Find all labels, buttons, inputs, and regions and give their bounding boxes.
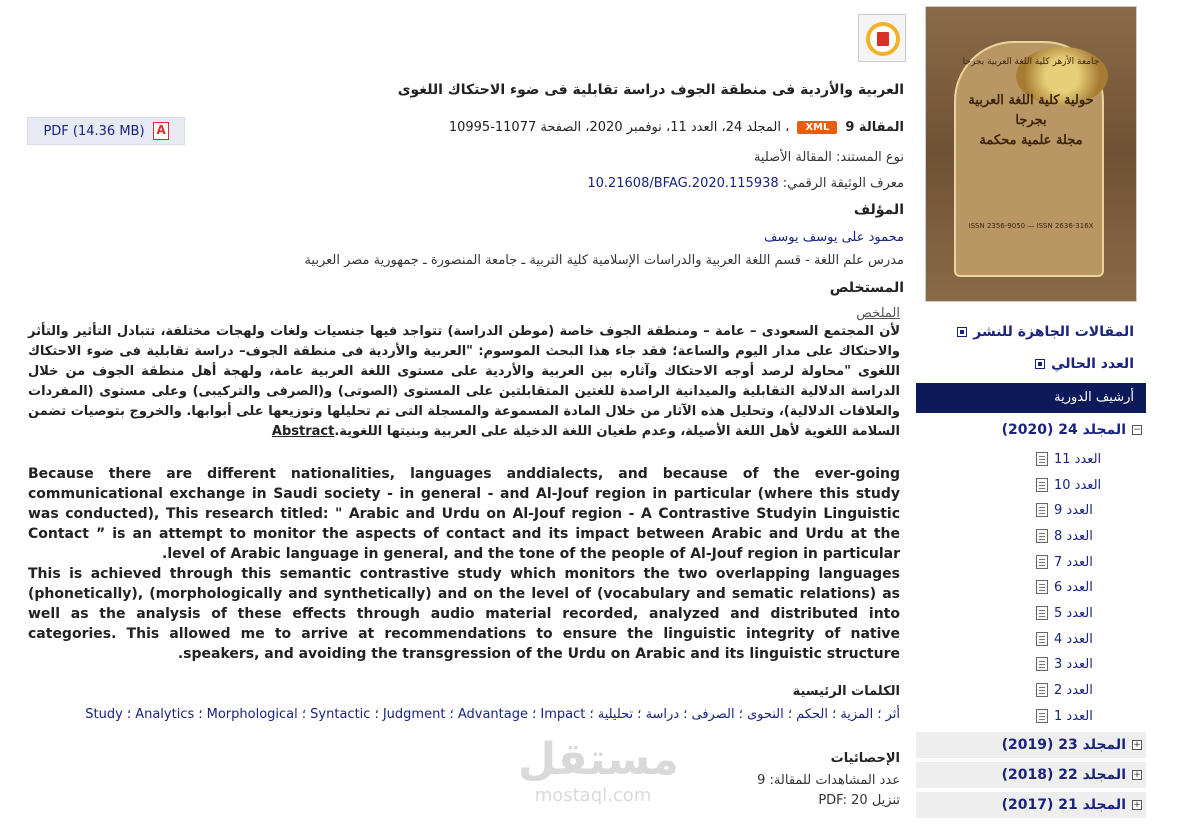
issue-label: العدد 6 (1054, 579, 1093, 595)
document-icon (1036, 683, 1048, 697)
journal-logo-icon[interactable] (858, 14, 906, 62)
document-type: نوع المستند: المقالة الأصلية (753, 150, 904, 165)
issue-link-11[interactable] (1036, 448, 1122, 470)
author-heading: المؤلف (853, 202, 904, 218)
cover-title (956, 91, 1106, 151)
issue-label: العدد 8 (1054, 528, 1093, 544)
ready-articles-link[interactable] (957, 324, 1134, 340)
issue-link-5[interactable] (1036, 602, 1122, 624)
document-icon (1036, 529, 1048, 543)
collapse-icon: − (1133, 425, 1141, 435)
document-icon (1036, 657, 1048, 671)
abstract-ar-label: الملخص (856, 306, 900, 321)
pdf-button-label: PDF (14.36 MB) (43, 123, 145, 139)
cover-frame (954, 41, 1104, 277)
issue-link-2[interactable] (1036, 679, 1122, 701)
document-icon (1036, 478, 1048, 492)
issue-label: العدد 7 (1054, 554, 1093, 570)
author-affiliation: مدرس علم اللغة - قسم اللغة العربية والدراسات الإسلامية كلية التربية ـ جامعة المنصورة ـ جمهورية مصر العربية (304, 253, 904, 268)
issue-label: العدد 5 (1054, 605, 1093, 621)
issue-label: العدد 1 (1054, 708, 1093, 724)
current-issue-label: العدد الحالي (1051, 356, 1134, 372)
document-icon (1036, 452, 1048, 466)
list-icon (1035, 359, 1045, 369)
cover-title-line-2: مجلة علمية محكمة (979, 133, 1083, 148)
cover-title-line-1: حولية كلية اللغة العربية بجرجا (968, 93, 1094, 128)
abstract-english (28, 464, 900, 664)
pdf-download-button[interactable] (27, 117, 185, 145)
document-icon (1036, 580, 1048, 594)
volume-label: المجلد 24 (2020) (1001, 422, 1126, 438)
current-issue-link[interactable] (1035, 356, 1134, 372)
downloads-count: تنزيل PDF: 20 (818, 793, 900, 808)
issue-link-4[interactable] (1036, 628, 1122, 650)
abstract-en-paragraph-1: Because there are different nationalities, languages anddialects, and because of the ever-going communicational exchange in Saudi society - in general - and Al-Jouf region in particular (where this study was conducted), This research titled: " Arabic and Urdu on Al-Jouf region - A Contrastive Studyin Linguistic Contact ” is an attempt to monitor the aspects of contact and its impact between Arabic and Urdu at the level of Arabic language in general, and the tone of the people of Al-Jouf region in particular. (28, 466, 900, 562)
abstract-en-paragraph-2: This is achieved through this semantic contrastive study which monitors the two overlapping languages (phonetically), (morphologically and synthetically) and on the level of (vocabulary and sematic relations) as well as the analysis of these effects through audio material recorded, analyzed and distributed into categories. This allowed me to arrive at recommendations to ensure the linguistic integrity of native speakers, and avoiding the transgression of the Urdu on Arabic and its linguistic structure. (28, 566, 900, 662)
issue-label: العدد 9 (1054, 502, 1093, 518)
xml-badge[interactable]: XML (797, 121, 837, 134)
journal-cover-image[interactable] (925, 6, 1137, 302)
stats-heading: الإحصائيات (830, 751, 900, 766)
document-icon (1036, 606, 1048, 620)
issue-link-3[interactable] (1036, 653, 1122, 675)
issue-label: العدد 2 (1054, 682, 1093, 698)
document-icon (1036, 503, 1048, 517)
article-number: المقالة 9 (845, 119, 904, 135)
pdf-icon (153, 122, 169, 140)
volume-22-toggle[interactable] (916, 762, 1146, 788)
expand-icon: + (1133, 800, 1141, 810)
doi-label: معرف الوثيقة الرقمي: (782, 176, 904, 191)
doi-link[interactable]: 10.21608/BFAG.2020.115938 (587, 176, 779, 191)
abstract-en-label: Abstract (271, 424, 335, 439)
article-meta (300, 117, 904, 137)
keywords-heading: الكلمات الرئيسية (792, 684, 900, 699)
volume-21-toggle[interactable] (916, 792, 1146, 818)
issue-label: العدد 10 (1054, 477, 1102, 493)
issue-label: العدد 3 (1054, 656, 1093, 672)
views-count: عدد المشاهدات للمقالة: 9 (757, 773, 900, 788)
issue-link-9[interactable] (1036, 499, 1122, 521)
keywords-list[interactable]: أثر ؛ المزية ؛ الحكم ؛ النحوى ؛ الصرفى ؛ دراسة ؛ تحليلية ؛ Impact ؛ Advantage ؛ Judgment ؛ Syntactic ؛ Morphological ؛ Analytics ؛ Study (85, 707, 900, 722)
cover-university: جامعة الأزهر كلية اللغة العربية بجرجا (962, 57, 1100, 67)
abstract-heading: المستخلص (829, 280, 904, 296)
document-icon (1036, 632, 1048, 646)
page-range: ، المجلد 24، العدد 11، نوفمبر 2020، الصفحة 11077-10995 (448, 119, 790, 135)
document-icon (1036, 709, 1048, 723)
watermark-logo-text: مستقل (518, 734, 679, 785)
issue-link-1[interactable] (1036, 705, 1122, 727)
archive-header: أرشيف الدورية (916, 383, 1146, 413)
cover-issn: ISSN 2356-9050 — ISSN 2636-316X (968, 222, 1094, 230)
abstract-arabic-text: لأن المجتمع السعودى – عامة – ومنطقة الجوف خاصة (موطن الدراسة) تتواجد فيها جنسيات ولغات ولهجات مختلفة، تتبادل التأثير والتأثر والاحتكاك على مدار اليوم والساعة؛ فقد جاء هذا البحث الموسوم: "العربية والأردية فى منطقة الجوف– دراسة تقابلية فى ضوء الاحتكاك اللغوى "محاولة لرصد أوجه الاحتكاك وآثاره بين العربية والأردية على مستوى اللغة العربية عامة، ولهجة أهل منطقة الجوف من خلال الدراسة الدلالية التقابلية والميدانية الراصدة للغتين المتقابلتين على المستوى (الصوتى) و(الصرفى والتركيبى) وعلى مستوى (المفردات والعلاقات الدلالية)، وتحليل هذه الآثار من خلال المادة المسموعة والمسجلة التى تم تحليلها وتوزيعها على أبوابها. والخروج بتوصيات تضمن السلامة اللغوية لأهل اللغة الأصيلة، وعدم طغيان اللغة الدخيلة على العربية وبنيتها اللغوية. (28, 324, 900, 439)
issue-label: العدد 11 (1054, 451, 1102, 467)
issue-link-6[interactable] (1036, 576, 1122, 598)
issue-link-10[interactable] (1036, 474, 1122, 496)
watermark-logo (518, 734, 679, 806)
list-icon (957, 327, 967, 337)
volume-label: المجلد 23 (2019) (1001, 737, 1126, 753)
issue-label: العدد 4 (1054, 631, 1093, 647)
volume-23-toggle[interactable] (916, 732, 1146, 758)
issue-link-7[interactable] (1036, 551, 1122, 573)
volume-label: المجلد 21 (2017) (1001, 797, 1126, 813)
article-title: العربية والأردية فى منطقة الجوف دراسة تقابلية فى ضوء الاحتكاك اللغوى (397, 82, 904, 98)
volume-label: المجلد 22 (2018) (1001, 767, 1126, 783)
issue-link-8[interactable] (1036, 525, 1122, 547)
sidebar (916, 0, 1146, 825)
expand-icon: + (1133, 770, 1141, 780)
volume-24-toggle[interactable] (916, 417, 1146, 443)
ready-articles-label: المقالات الجاهزة للنشر (973, 324, 1134, 340)
expand-icon: + (1133, 740, 1141, 750)
document-icon (1036, 555, 1048, 569)
author-name[interactable]: محمود على يوسف يوسف (763, 230, 904, 245)
watermark-site: mostaql.com (534, 785, 652, 806)
doi-row (24, 176, 904, 191)
abstract-arabic (28, 322, 900, 442)
